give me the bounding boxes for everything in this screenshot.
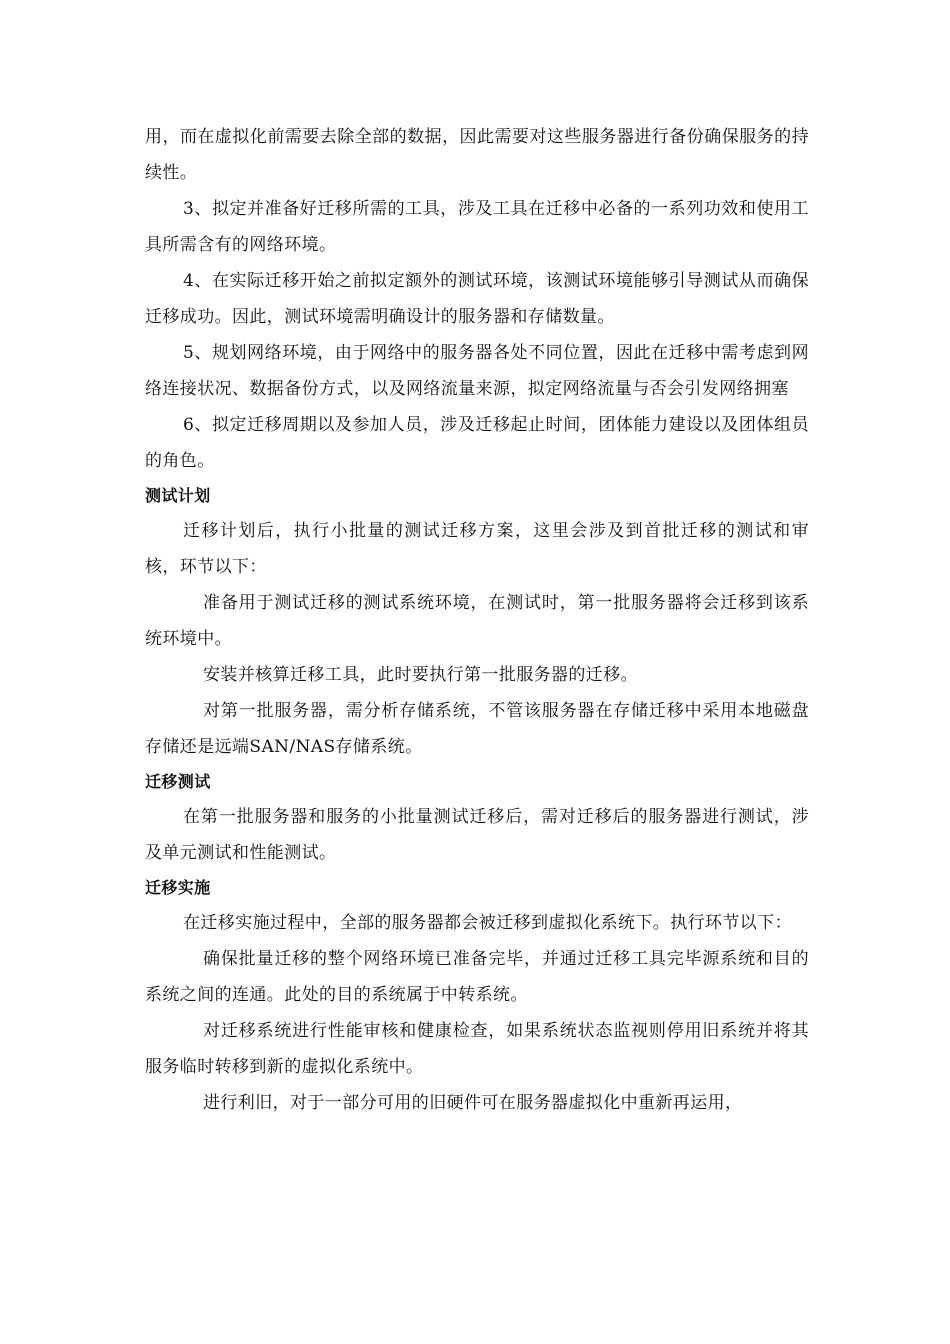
heading-migration-test: 迁移测试 (145, 772, 211, 791)
paragraph-test-plan-intro: 迁移计划后，执行小批量的测试迁移方案，这里会涉及到首批迁移的测试和审核，环节以下： (145, 521, 809, 577)
paragraph-install-tools: 安装并核算迁移工具，此时要执行第一批服务器的迁移。 (203, 665, 638, 685)
paragraph-network-ready: 确保批量迁移的整个网络环境已准备完毕，并通过迁移工具完毕源系统和目的系统之间的连通。此处的目的系统属于中转系统。 (145, 949, 809, 1005)
paragraph-reuse-hardware: 进行利旧，对于一部分可用的旧硬件可在服务器虚拟化中重新再运用， (203, 1093, 743, 1113)
document-body (145, 119, 809, 1121)
paragraph-step-5-network: 5、规划网络环境，由于网络中的服务器各处不同位置，因此在迁移中需考虑到网络连接状况、数据备份方式，以及网络流量来源，拟定网络流量与否会引发网络拥塞 (145, 343, 809, 399)
paragraph-test-env-prepare: 准备用于测试迁移的测试系统环境，在测试时，第一批服务器将会迁移到该系统环境中。 (145, 593, 809, 649)
paragraph-health-check: 对迁移系统进行性能审核和健康检查，如果系统状态监视则停用旧系统并将其服务临时转移到新的虚拟化系统中。 (145, 1021, 809, 1077)
paragraph-step-4-test-env: 4、在实际迁移开始之前拟定额外的测试环境，该测试环境能够引导测试从而确保迁移成功。因此，测试环境需明确设计的服务器和存储数量。 (145, 271, 809, 327)
paragraph-backup-continuity: 用，而在虚拟化前需要去除全部的数据，因此需要对这些服务器进行备份确保服务的持续性。 (145, 127, 809, 183)
paragraph-storage-analysis: 对第一批服务器，需分析存储系统，不管该服务器在存储迁移中采用本地磁盘存储还是远端SAN/NAS存储系统。 (145, 701, 809, 757)
paragraph-migration-test-body: 在第一批服务器和服务的小批量测试迁移后，需对迁移后的服务器进行测试，涉及单元测试和性能测试。 (145, 807, 809, 863)
heading-migration-implementation: 迁移实施 (145, 878, 211, 897)
paragraph-step-6-schedule: 6、拟定迁移周期以及参加人员，涉及迁移起止时间，团体能力建设以及团体组员的角色。 (145, 415, 809, 471)
paragraph-step-3-tools: 3、拟定并准备好迁移所需的工具，涉及工具在迁移中必备的一系列功效和使用工具所需含有的网络环境。 (145, 199, 809, 255)
paragraph-implementation-intro: 在迁移实施过程中，全部的服务器都会被迁移到虚拟化系统下。执行环节以下： (183, 913, 792, 933)
heading-test-plan: 测试计划 (145, 486, 211, 505)
